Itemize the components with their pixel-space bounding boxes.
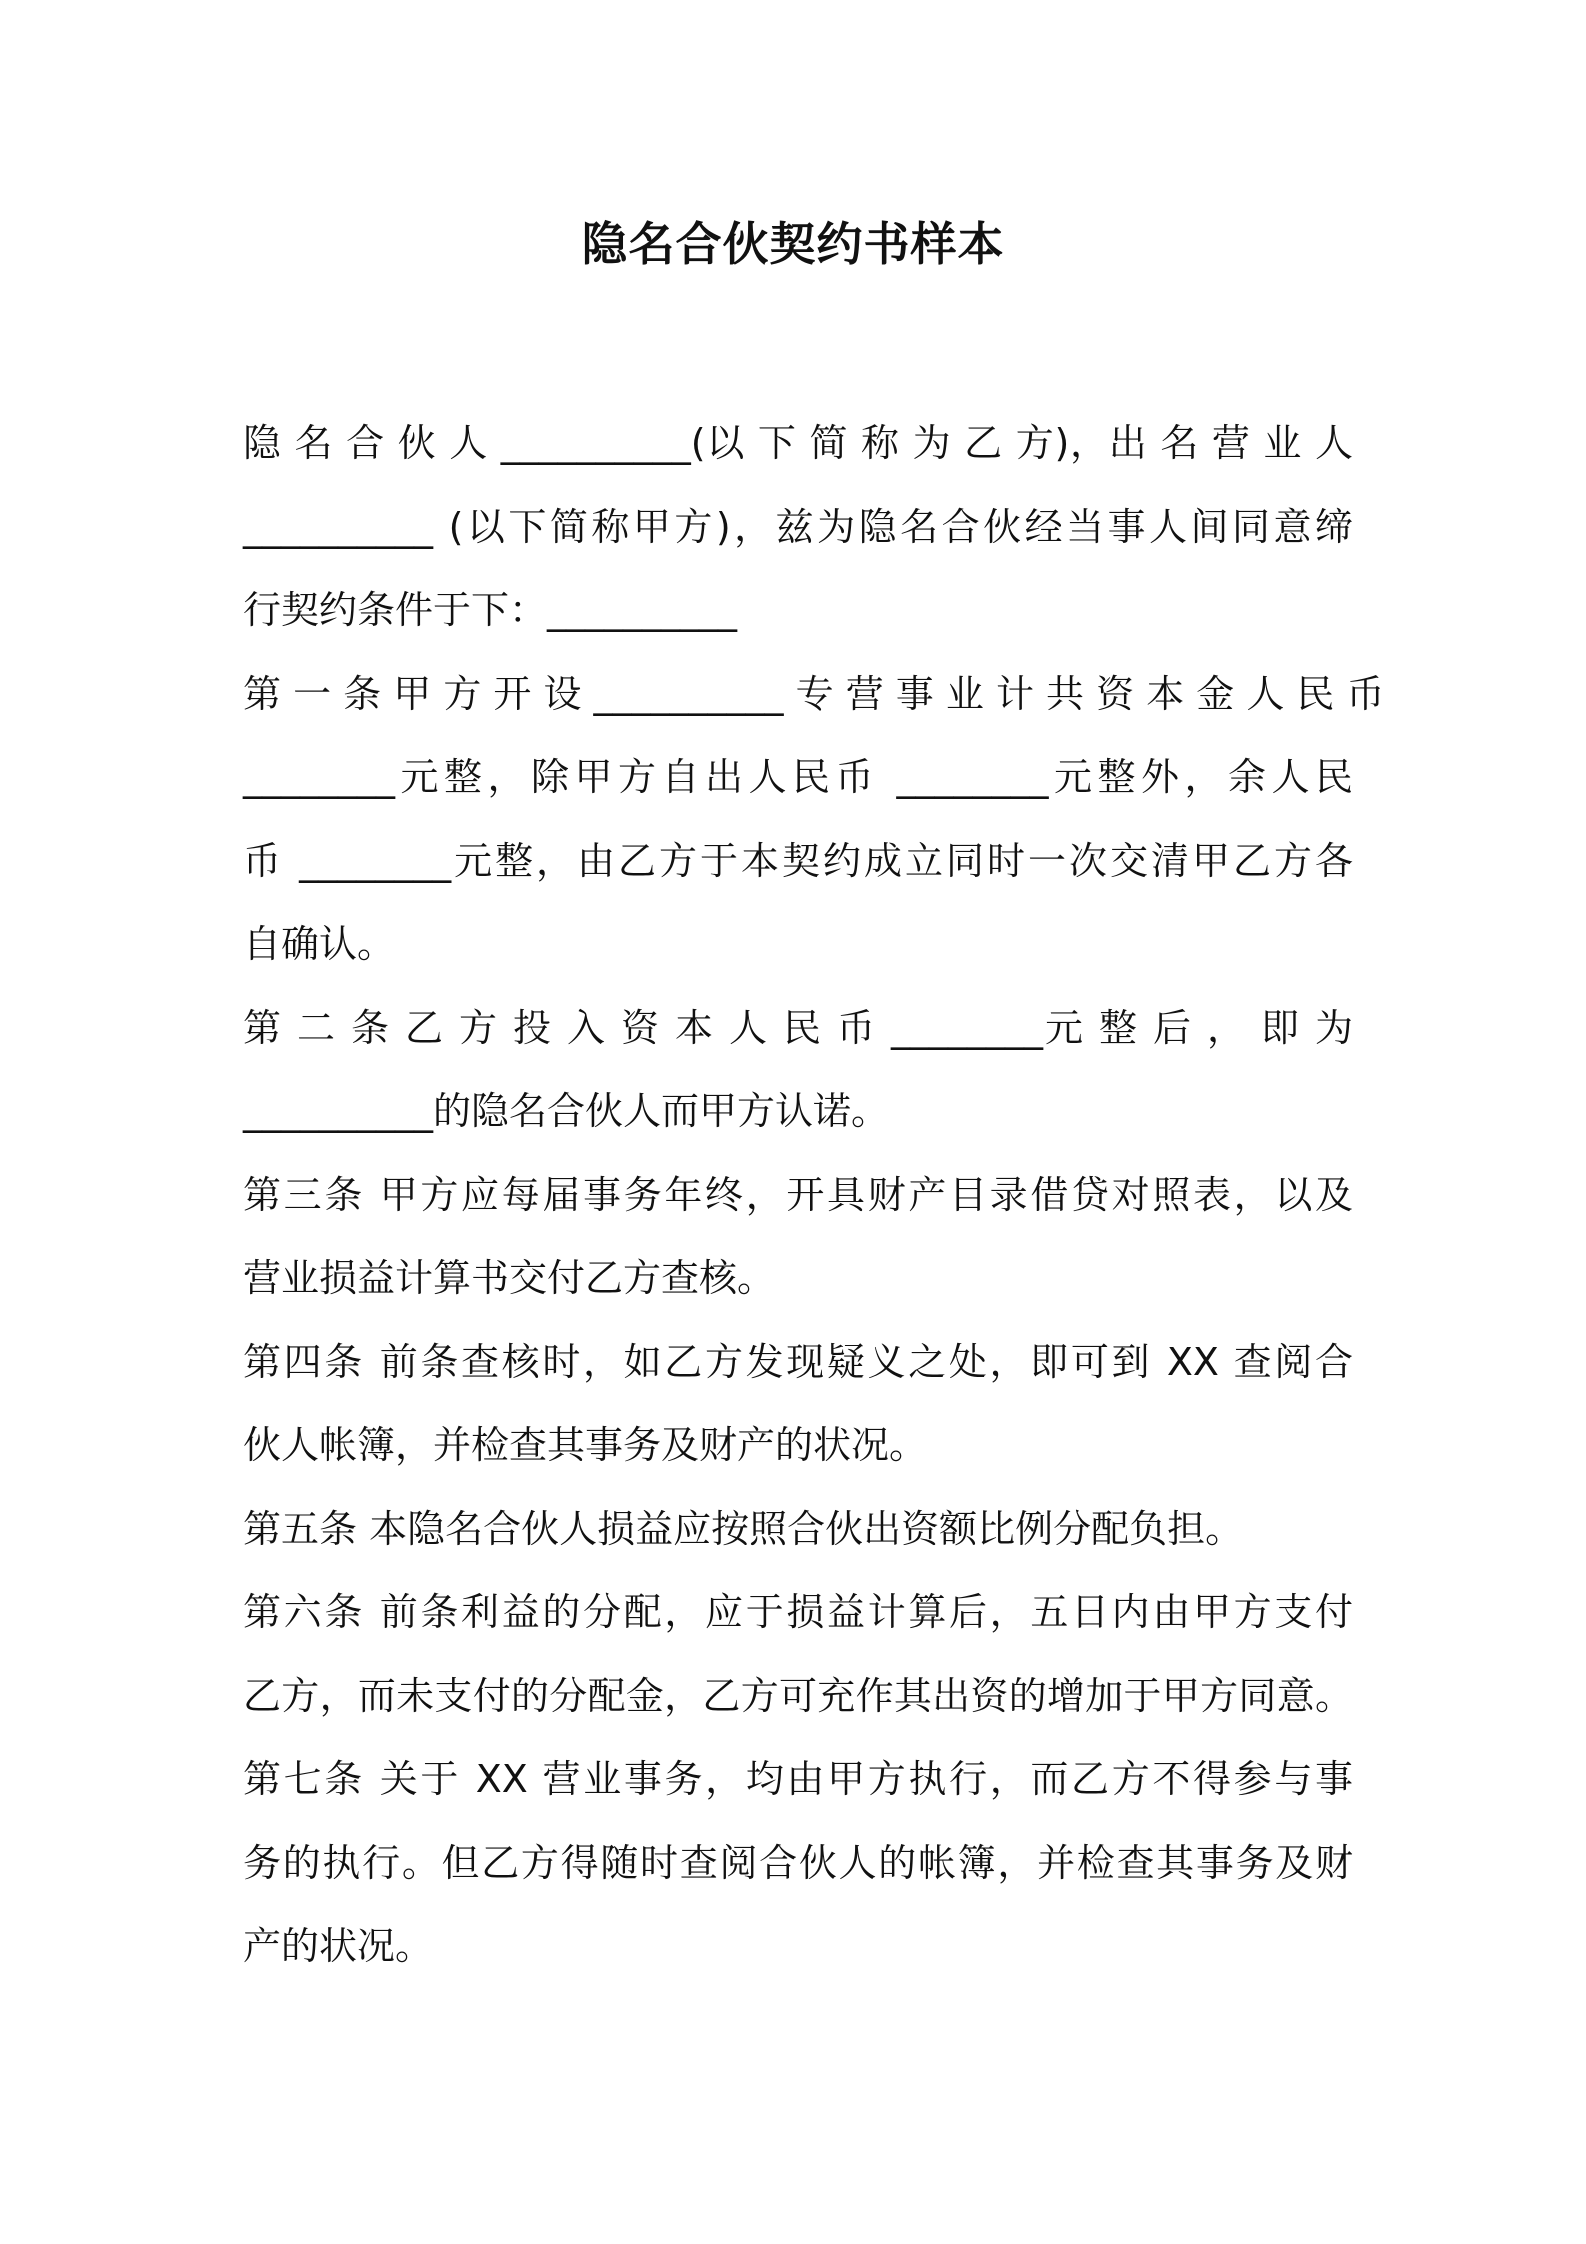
text-line: ________元整，除甲方自出人民币 ________元整外，余人民 xyxy=(243,755,1353,799)
text-line: 第五条 本隐名合伙人损益应按照合伙出资额比例分配负担。 xyxy=(243,1506,1244,1551)
text-line: 行契约条件于下：__________ xyxy=(243,588,738,632)
text-line: 第六条 前条利益的分配，应于损益计算后，五日内由甲方支付 xyxy=(243,1590,1353,1634)
text-line: 币 ________元整，由乙方于本契约成立同时一次交清甲乙方各 xyxy=(243,838,1353,883)
text-line: 第 一 条 甲 方 开 设 __________ 专 营 事 业 计 共 资 本 金 人 民 币 xyxy=(243,671,1385,716)
text-line: 第七条 关于 XX 营业事务，均由甲方执行，而乙方不得参与事 xyxy=(243,1757,1353,1801)
text-line: 自确认。 xyxy=(243,922,396,966)
text-line: 第四条 前条查核时，如乙方发现疑义之处，即可到 XX 查阅合 xyxy=(243,1339,1353,1384)
text-line: 隐 名 合 伙 人 __________(以 下 简 称 为 乙 方)，出 名 营 业 人 xyxy=(243,421,1353,465)
text-line: 务的执行。但乙方得随时查阅合伙人的帐簿，并检查其事务及财 xyxy=(243,1840,1353,1885)
document-body xyxy=(243,402,1385,1989)
text-line: __________ (以下简称甲方)，兹为隐名合伙经当事人间同意缔 xyxy=(243,504,1353,549)
text-line: __________的隐名合伙人而甲方认诺。 xyxy=(243,1089,890,1133)
text-line: 第 二 条 乙 方 投 入 资 本 人 民 币 ________元 整 后 ， 即 为 xyxy=(243,1005,1353,1050)
text-line: 第三条 甲方应每届事务年终，开具财产目录借贷对照表，以及 xyxy=(243,1172,1353,1217)
text-line: 营业损益计算书交付乙方查核。 xyxy=(243,1256,776,1300)
text-line: 乙方，而未支付的分配金，乙方可充作其出资的增加于甲方同意。 xyxy=(243,1673,1353,1718)
text-line: 伙人帐簿，并检查其事务及财产的状况。 xyxy=(243,1423,928,1467)
text-line: 产的状况。 xyxy=(243,1924,434,1968)
document-title: 隐名合伙契约书样本 xyxy=(581,217,1005,271)
